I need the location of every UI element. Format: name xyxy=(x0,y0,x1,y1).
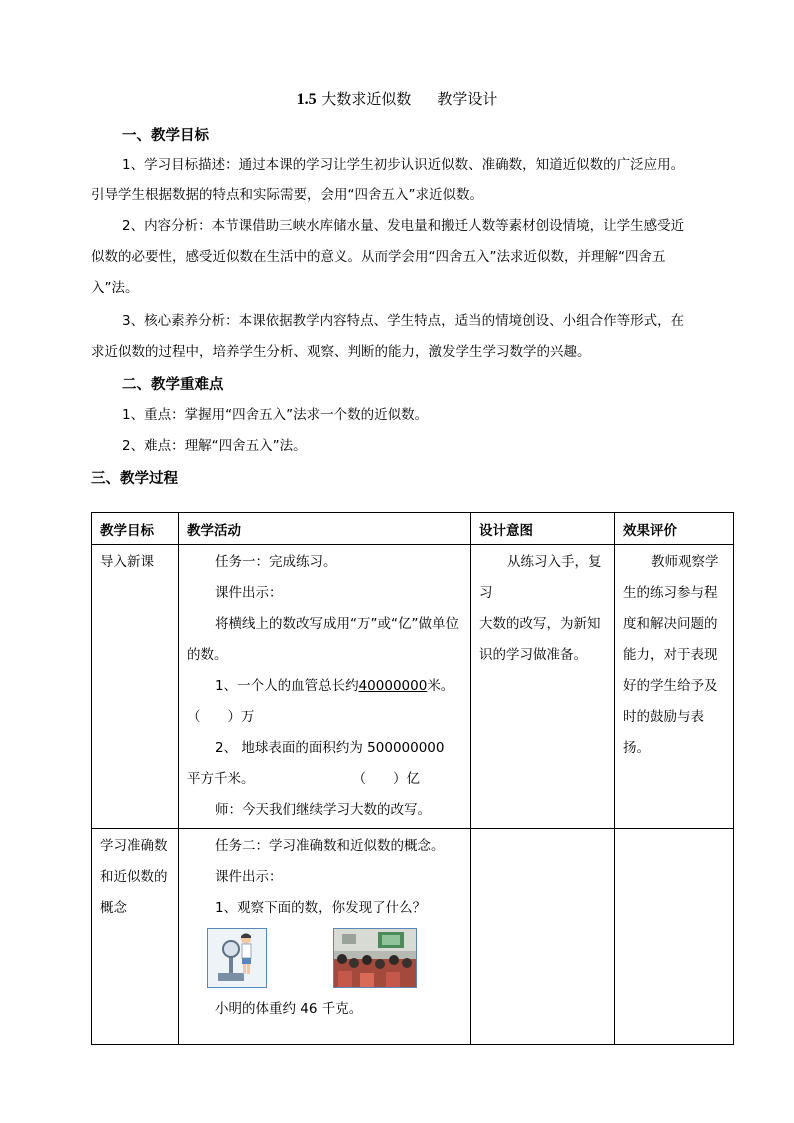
row1-evaluation xyxy=(615,545,734,829)
intent-line-1: 从练习入手，复习 xyxy=(479,554,602,601)
row2-question: 1、观察下面的数，你发现了什么？ xyxy=(215,900,427,916)
table-row xyxy=(92,829,734,1045)
title-text: 大数求近似数 xyxy=(321,90,412,108)
header-goal: 教学目标 xyxy=(92,513,179,545)
row1-instruction: 将横线上的数改写成用“万”或“亿”做单位 xyxy=(215,616,459,632)
objective-3-line-1: 3、核心素养分析：本课依据教学内容特点、学生特点，适当的情境创设、小组合作等形式，在 xyxy=(122,313,685,329)
row1-courseware: 课件出示： xyxy=(215,585,283,601)
intent-line-3: 识的学习做准备。 xyxy=(479,647,587,663)
boy-on-scale-image xyxy=(207,928,267,988)
objective-1-line-2: 引导学生根据数据的特点和实际需要，会用“四舍五入”求近似数。 xyxy=(91,187,483,203)
exercise-2-unit: 平方千米。 xyxy=(187,771,255,787)
row1-goal xyxy=(92,545,179,829)
eval-line: 度和解决问题的 xyxy=(623,616,718,632)
eval-line: 能力，对于表现 xyxy=(623,647,718,663)
row1-task: 任务一：完成练习。 xyxy=(215,554,337,570)
row1-exercise-1-answer: （ ）万 xyxy=(187,709,255,725)
row2-intent xyxy=(471,829,615,1045)
teaching-process-table xyxy=(91,512,734,1045)
row1-goal-text: 导入新课 xyxy=(100,554,154,570)
row2-goal-line: 学习准确数 xyxy=(100,838,168,854)
title-number: 1.5 xyxy=(296,91,317,108)
eval-line: 好的学生给予及 xyxy=(623,678,718,694)
row2-weight-statement: 小明的体重约 46 千克。 xyxy=(215,1001,363,1017)
exercise-1-number: 40000000 xyxy=(358,678,428,694)
row1-exercise-2: 2、 地球表面的面积约为 500000000 xyxy=(215,740,445,756)
section-heading-process: 三、教学过程 xyxy=(91,471,178,487)
header-activity: 教学活动 xyxy=(179,513,471,545)
classroom-photo xyxy=(333,928,417,988)
objective-2-line-1: 2、内容分析：本节课借助三峡水库储水量、发电量和搬迁人数等素材创设情境，让学生感受近 xyxy=(122,218,685,234)
row2-images xyxy=(187,924,464,994)
objective-2-line-3: 入”法。 xyxy=(91,280,139,296)
eval-line: 教师观察学 xyxy=(651,554,719,570)
section-heading-key-points: 二、教学重难点 xyxy=(122,377,224,393)
header-intent: 设计意图 xyxy=(471,513,615,545)
row1-exercise-2-cont xyxy=(187,764,464,795)
row2-evaluation xyxy=(615,829,734,1045)
title-suffix: 教学设计 xyxy=(437,90,498,108)
objective-2-line-2: 似数的必要性，感受近似数在生活中的意义。从而学会用“四舍五入”法求近似数，并理解“四舍五 xyxy=(91,249,666,265)
row1-intent xyxy=(471,545,615,829)
row2-activity xyxy=(179,829,471,1045)
row1-teacher-line: 师：今天我们继续学习大数的改写。 xyxy=(215,802,431,818)
table-header-row xyxy=(92,513,734,545)
table-row xyxy=(92,545,734,829)
exercise-2-answer: （ ）亿 xyxy=(352,771,420,787)
document-title xyxy=(0,88,794,109)
exercise-1-unit: 米。 xyxy=(427,678,455,694)
row2-task: 任务二：学习准确数和近似数的概念。 xyxy=(215,838,445,854)
objective-3-line-2: 求近似数的过程中，培养学生分析、观察、判断的能力，激发学生学习数学的兴趣。 xyxy=(91,344,591,360)
intent-line-2: 大数的改写，为新知 xyxy=(479,616,601,632)
row1-activity xyxy=(179,545,471,829)
header-evaluation: 效果评价 xyxy=(615,513,734,545)
row2-courseware: 课件出示： xyxy=(215,869,283,885)
eval-line: 时的鼓励与表扬。 xyxy=(623,709,704,756)
exercise-1-text: 1、一个人的血管总长约 xyxy=(215,678,359,694)
eval-line: 生的练习参与程 xyxy=(623,585,718,601)
row2-goal-line: 概念 xyxy=(100,900,127,916)
row1-exercise-1 xyxy=(187,671,464,702)
difficult-point: 2、难点：理解“四舍五入”法。 xyxy=(122,438,307,454)
section-heading-objectives: 一、教学目标 xyxy=(122,128,209,144)
objective-1-line-1: 1、学习目标描述：通过本课的学习让学生初步认识近似数、准确数，知道近似数的广泛应用。 xyxy=(122,157,685,173)
row2-goal xyxy=(92,829,179,1045)
row2-goal-line: 和近似数的 xyxy=(100,869,168,885)
row1-instruction-cont: 的数。 xyxy=(187,647,228,663)
key-point: 1、重点：掌握用“四舍五入”法求一个数的近似数。 xyxy=(122,407,429,423)
